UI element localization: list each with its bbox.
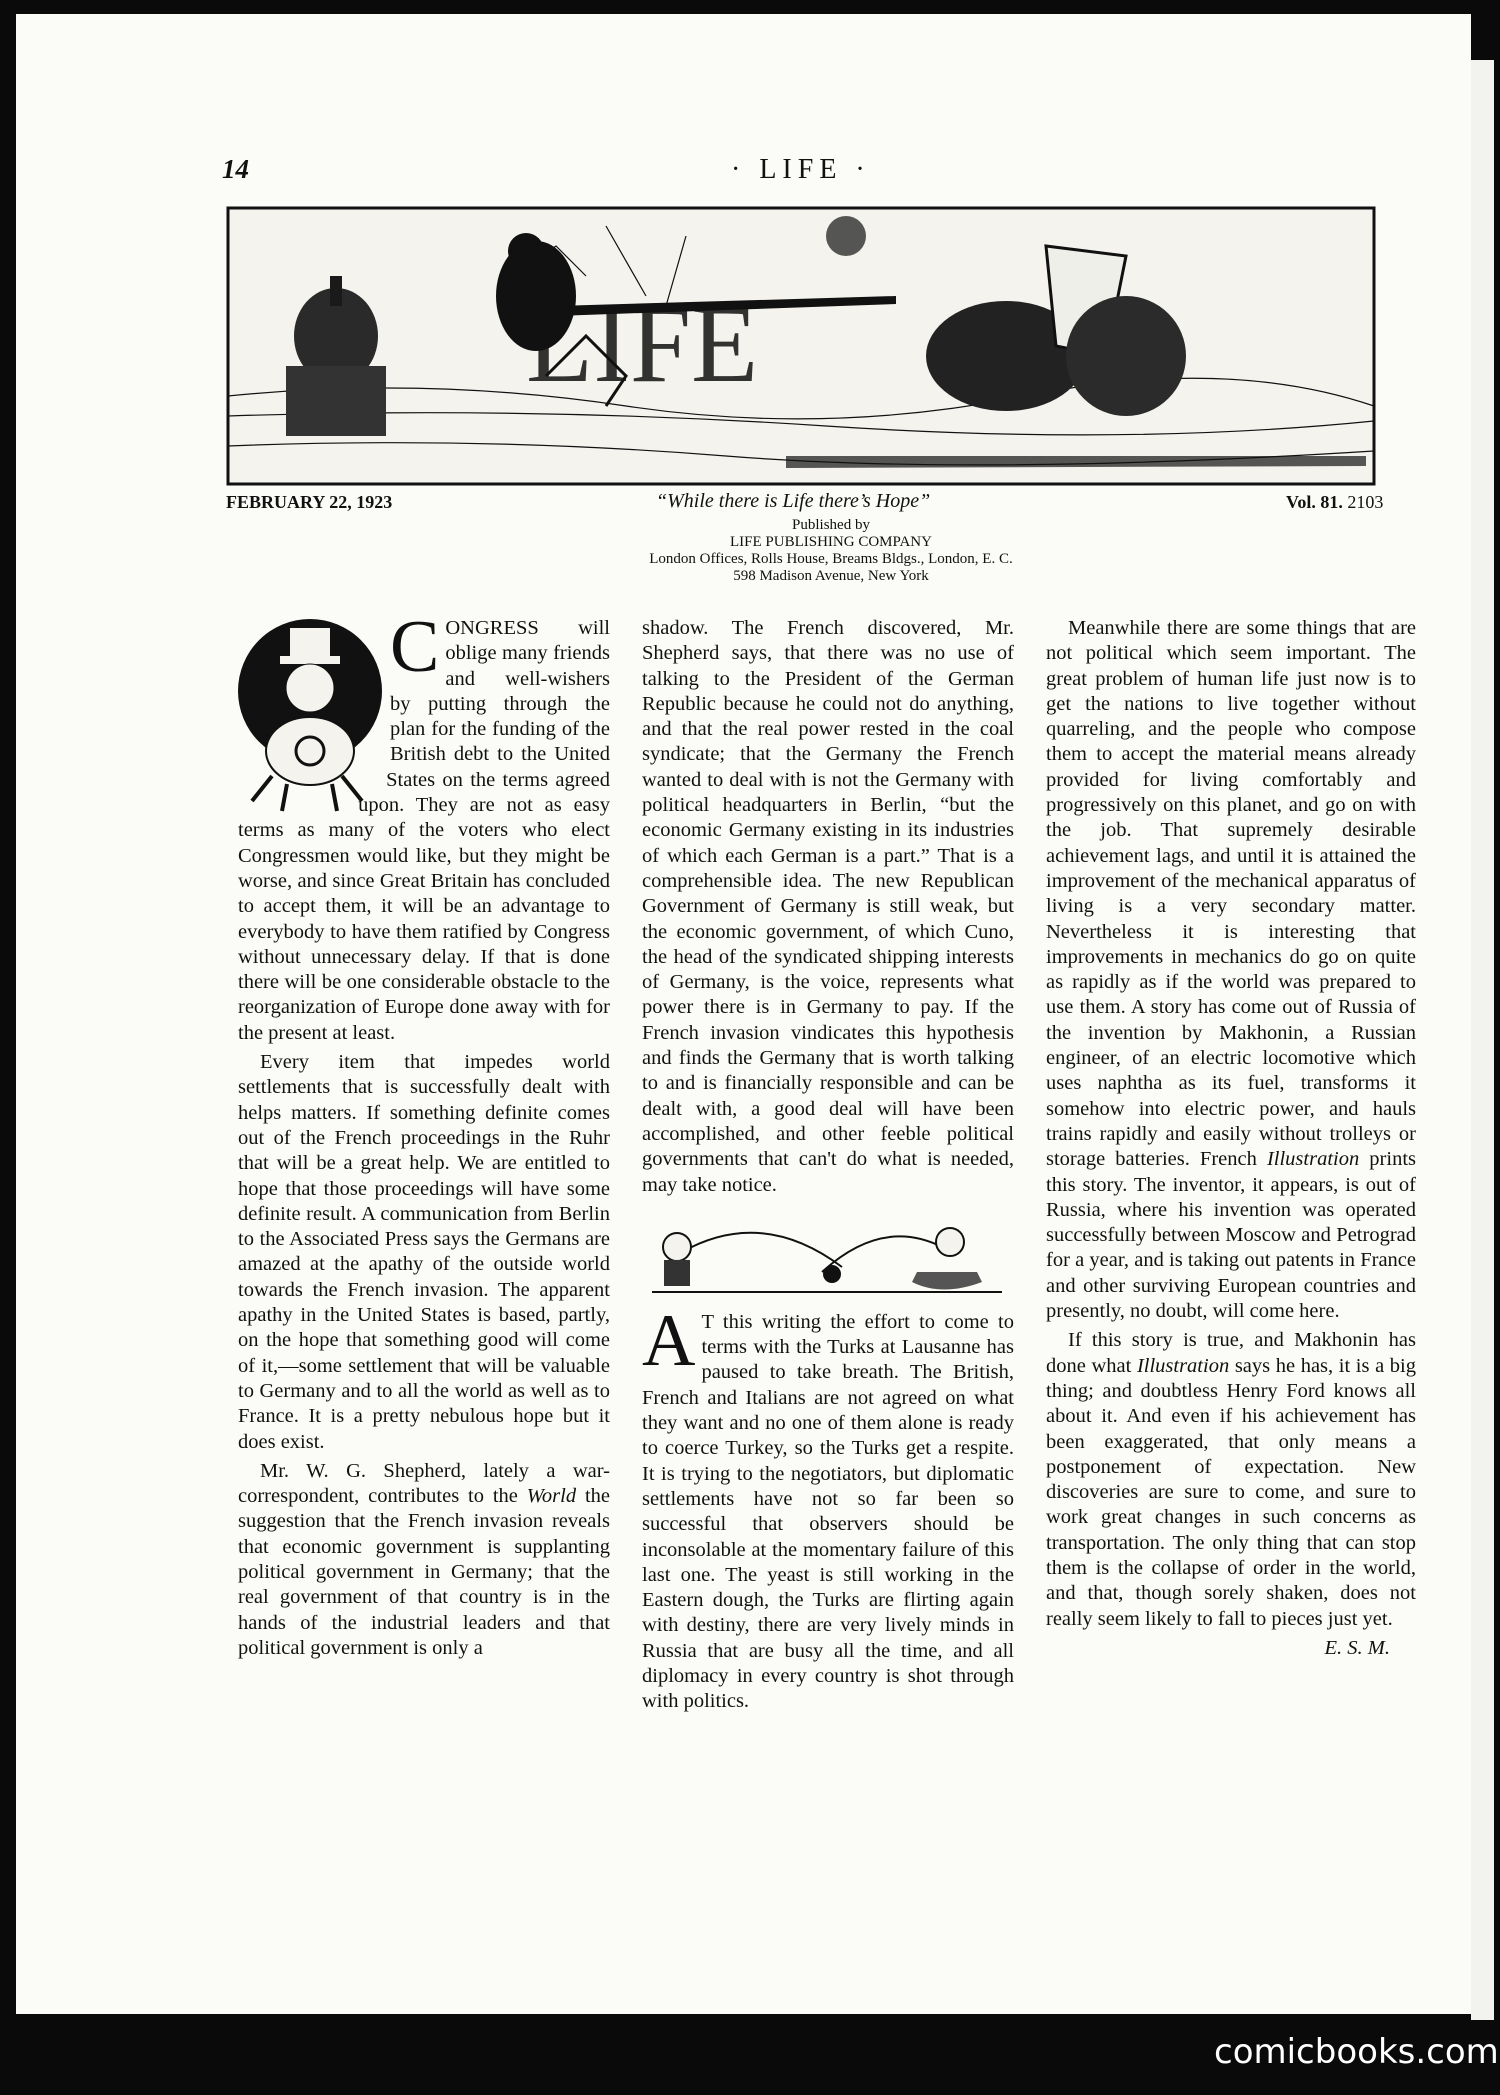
text-run: says he has, it is a big thing; and doubtless Henry Ford knows all about it. And even if his achievement has been exaggerated, that only means a postponement of expectation. New discoveries are sure to come, and sure to work great changes in such concerns as transportation. The only thing that can stop them is the collapse of order in the world, and that, though sorely shaken, does not really seem likely to fall to pieces just yet. — [1046, 1354, 1416, 1630]
page-number: 14 — [222, 154, 249, 184]
text-run: the suggestion that the French invasion reveals that economic government is supplanting political government in Germany; that the real government of that country is in the hands of the industrial leaders and that political government is only a — [238, 1485, 611, 1659]
banner-illustration — [226, 206, 1376, 486]
column-3 — [1046, 616, 1416, 1661]
text-run: prints this story. The inventor, it appears, is out of Russia, where his invention was operated successfully between Moscow and Petrograd for a year, and is taking out patents in France and other surviving European countries and presently, no doubt, will come here. — [1046, 1148, 1417, 1323]
fishing-cartoon — [642, 1212, 1014, 1302]
paragraph-text: ONGRESS will oblige many friends and well-wishers by putting through the plan for the funding of the British debt to the United States on the terms agreed upon. They are not as easy terms as many of the voters who elect Congressmen would like, but they might be worse, and since Great Britain has concluded to accept them, it will be an advantage to everybody to have them ratified by Congress without unnecessary delay. If that is done there will be one considerable obstacle to the reorganization of Europe done away with for the present at least. — [238, 617, 610, 1044]
paragraph: shadow. The French discovered, Mr. Shepherd says, that there was no use of talking to the President of the German Republic because he could not do anything, and that the real power rested in the coal syndicate; that the Germany the French wanted to deal with is not the Germany with political headquarters in Berlin, “but the economic Germany existing in its industries of which each German is a part.” That is a comprehensible idea. The new Republican Government of Germany is still weak, but the economic government, of which Cuno, the head of the syndicated shipping interests of Germany, is the voice, represents what power there is in Germany to pay. If the French invasion vindicates this hypothesis and finds the Germany that is worth talking to and is financially responsible and can be dealt with, a good deal will have been accomplished, and other feeble political governments that can't do what is needed, may take notice. — [642, 617, 1014, 1196]
author-signature: E. S. M. — [1324, 1636, 1390, 1659]
magazine-page — [16, 14, 1471, 2014]
uncle-sam-vignette — [232, 616, 382, 816]
london-address: London Offices, Rolls House, Breams Bldgs., London, E. C. — [649, 551, 1013, 567]
publisher-line: Published by — [792, 517, 870, 533]
motto: “While there is Life there’s Hope” — [656, 490, 931, 512]
publisher-block — [536, 517, 1126, 585]
volume-label: Vol. 81. — [1286, 492, 1343, 512]
text-run: If this story is true, and Makhonin has done what — [1046, 1329, 1416, 1377]
text-run: Mr. W. G. Shepherd, lately a war-correspondent, contributes to the — [238, 1459, 610, 1508]
issue-date: FEBRUARY 22, 1923 — [226, 492, 393, 512]
publisher-name: LIFE PUBLISHING COMPANY — [730, 534, 932, 550]
publication-title: World — [526, 1485, 577, 1508]
paragraph — [642, 1299, 1014, 1715]
paragraph — [1046, 616, 1416, 1324]
paragraph-text: T this writing the effort to come to terms with the Turks at Lausanne has paused to take breath. The British, French and Italians are not agreed on what they want and no one of them alone is ready to coerce Turkey, so the Turks get a respite. It is trying to the negotiators, but diplomatic settlements have not so far been so successful that observers should be inconsolable at the momentary failure of this last one. The yeast is still working in the Eastern dough, the Turks are flirting again with destiny, there are very lively minds in Russia that are busy all the time, and all diplomacy in every country is shot through with politics. — [642, 1310, 1014, 1713]
paragraph — [1046, 1328, 1416, 1632]
banner-life-lettering: LIFE — [526, 283, 759, 405]
column-2 — [642, 616, 1014, 1715]
publication-title: Illustration — [1266, 1148, 1360, 1171]
adjacent-page-edge — [1471, 60, 1494, 2020]
watermark: comicbooks.com — [1214, 2032, 1499, 2072]
paragraph — [238, 1459, 610, 1661]
drop-cap: C — [390, 606, 440, 688]
new-york-address: 598 Madison Avenue, New York — [733, 568, 929, 584]
paragraph — [238, 606, 610, 1046]
masthead-title: · LIFE · — [731, 154, 871, 185]
issue-number: 2103 — [1347, 492, 1384, 512]
column-1 — [238, 606, 611, 1661]
drop-cap: A — [642, 1299, 696, 1382]
text-run: Meanwhile there are some things that are not political which seem important. The great problem of human life just now is to get the nations to live together without quarreling, and the people who compose them to accept the material means already provided for living comfortably and progressively on this planet, and go on with the job. That supremely desirable achievement lags, and until it is attained the improvement of the mechanical apparatus of living is a very secondary matter. Nevertheless it is interesting that improvements in mechanics do go on quite as rapidly as if the world was prepared to use them. A story has come out of Russia of the invention by Makhonin, a Russian engineer, of an electric locomotive which uses naphtha as its fuel, transforms it somehow into electric power, and hauls trains rapidly and easily without trolleys or storage batteries. French — [1046, 617, 1416, 1171]
paragraph: Every item that impedes world settlements that is successfully dealt with helps matters. If something definite comes out of the French proceedings in the Ruhr that will be a great help. We are entitled to hope that those proceedings will have some definite result. A communication from Berlin to the Associated Press says the Germans are amazed at the apathy of the outside world towards the French invasion. The apparent apathy in the United States is based, partly, on the hope that something good will come of it,—some settlement that will be valuable to Germany and to all the world as well as to France. It is a pretty nebulous hope but it does exist. — [238, 1051, 610, 1453]
publication-title: Illustration — [1136, 1354, 1230, 1377]
volume-info — [1286, 492, 1383, 513]
